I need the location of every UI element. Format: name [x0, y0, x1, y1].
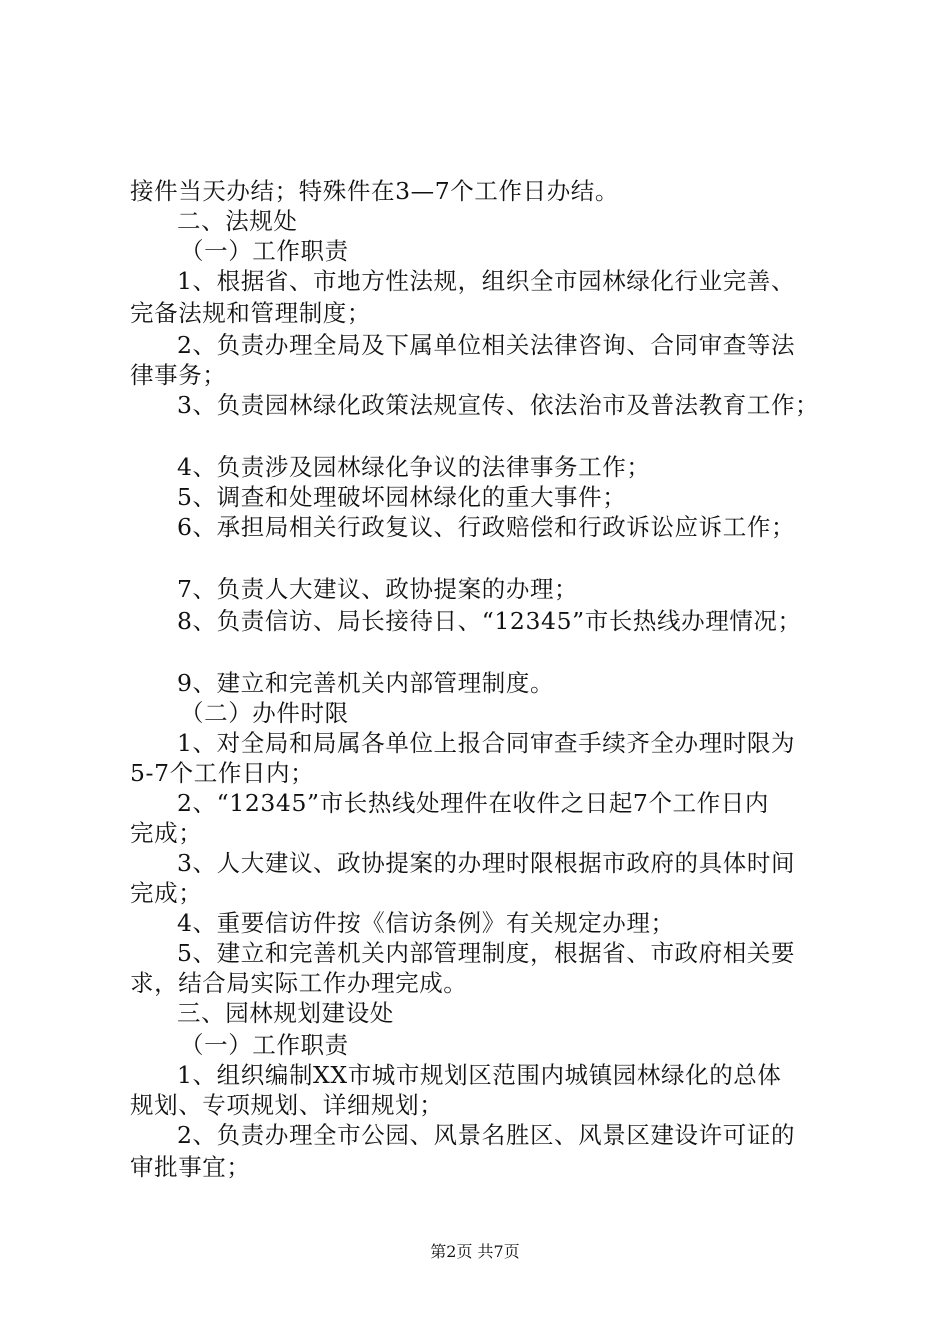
body-line: 6、承担局相关行政复议、行政赔偿和行政诉讼应诉工作；: [177, 513, 796, 541]
page-number-footer: 第2页 共7页: [430, 1242, 520, 1261]
body-line: 2、“12345”市长热线处理件在收件之日起7个工作日内: [177, 789, 769, 817]
body-line: 1、组织编制XX市城市规划区范围内城镇园林绿化的总体: [177, 1061, 782, 1089]
section-heading: 三、园林规划建设处: [177, 999, 394, 1027]
body-line: 5、建立和完善机关内部管理制度，根据省、市政府相关要: [177, 939, 796, 967]
body-line: 1、根据省、市地方性法规，组织全市园林绿化行业完善、: [177, 267, 796, 295]
body-line: 完备法规和管理制度；: [130, 299, 371, 327]
body-line: 2、负责办理全局及下属单位相关法律咨询、合同审查等法: [177, 331, 796, 359]
body-line: 完成；: [130, 819, 203, 847]
body-line: 2、负责办理全市公园、风景名胜区、风景区建设许可证的: [177, 1121, 796, 1149]
body-line: 5-7个工作日内；: [130, 759, 315, 787]
body-line: 4、重要信访件按《信访条例》有关规定办理；: [177, 909, 675, 937]
subsection-heading: （一）工作职责: [180, 237, 349, 265]
body-line: 4、负责涉及园林绿化争议的法律事务工作；: [177, 453, 651, 481]
body-line: 审批事宜；: [130, 1153, 251, 1181]
body-line: 求，结合局实际工作办理完成。: [130, 969, 468, 997]
body-line: 规划、专项规划、详细规划；: [130, 1091, 444, 1119]
body-line: 1、对全局和局属各单位上报合同审查手续齐全办理时限为: [177, 729, 796, 757]
body-line: 完成；: [130, 879, 203, 907]
subsection-heading: （二）办件时限: [180, 699, 349, 727]
body-line: 8、负责信访、局长接待日、“12345”市长热线办理情况；: [177, 607, 802, 635]
body-line: 9、建立和完善机关内部管理制度。: [177, 669, 555, 697]
body-line: 接件当天办结；特殊件在3—7个工作日办结。: [130, 177, 620, 205]
section-heading: 二、法规处: [177, 207, 298, 235]
subsection-heading: （一）工作职责: [180, 1031, 349, 1059]
body-line: 7、负责人大建议、政协提案的办理；: [177, 575, 579, 603]
body-line: 5、调查和处理破坏园林绿化的重大事件；: [177, 483, 627, 511]
body-line: 律事务；: [130, 361, 227, 389]
body-line: 3、负责园林绿化政策法规宣传、依法治市及普法教育工作；: [177, 391, 820, 419]
body-line: 3、人大建议、政协提案的办理时限根据市政府的具体时间: [177, 849, 796, 877]
